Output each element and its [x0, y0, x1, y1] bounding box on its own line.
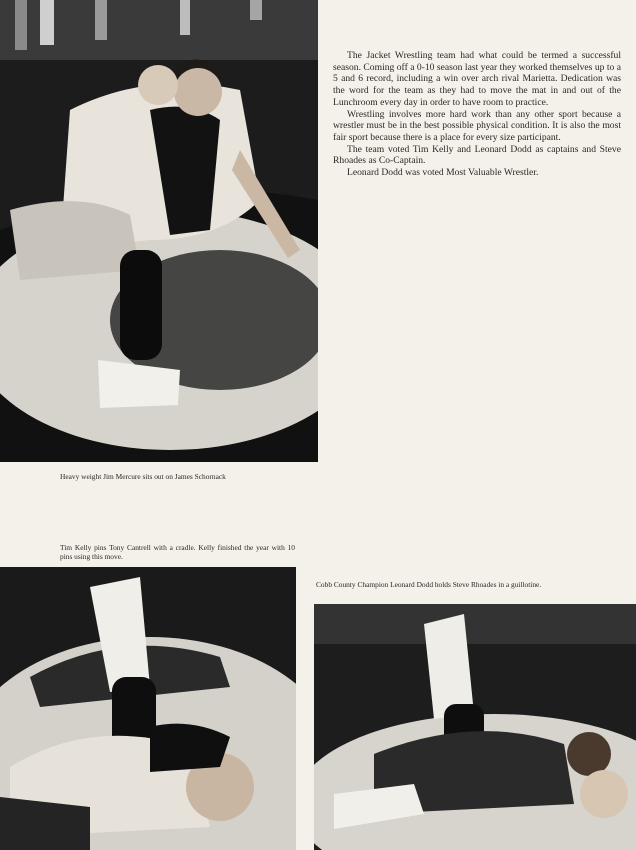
article-paragraph: Leonard Dodd was voted Most Valuable Wrestler. — [347, 167, 539, 179]
article-paragraph: The Jacket Wrestling team had what could be termed a successful season. Coming off a 0-10 season last year they worked themselves up to a 5 and 6 record, including a win over arch rival Marietta. Dedication was the word for the team as they had to move the mat in and out of the Lunchroom every day in order to have room to practice. — [333, 50, 621, 108]
wrestling-photo-top — [0, 0, 318, 462]
caption-bottom-left-photo: Tim Kelly pins Tony Cantrell with a cradle. Kelly finished the year with 10 pins using this move. — [60, 543, 295, 561]
photo-bottom-left-illustration — [0, 567, 296, 850]
article-paragraph: The team voted Tim Kelly and Leonard Dodd as captains and Steve Rhoades as Co-Captain. — [333, 143, 621, 167]
caption-top-photo: Heavy weight Jim Mercure sits out on James Schornack — [60, 472, 226, 481]
wrestling-photo-bottom-right — [314, 604, 636, 850]
article-paragraph: Wrestling involves more hard work than any other sport because a wrestler must be in the best possible physical condition. It is also the most fair sport because there is a place for every size participant. — [333, 108, 621, 143]
photo-top-illustration — [0, 0, 318, 462]
photo-bottom-right-illustration — [314, 604, 636, 850]
wrestling-photo-bottom-left — [0, 567, 296, 850]
article-body — [333, 50, 621, 179]
caption-bottom-right-photo: Cobb County Champion Leonard Dodd holds Steve Rhoades in a guillotine. — [316, 580, 542, 589]
